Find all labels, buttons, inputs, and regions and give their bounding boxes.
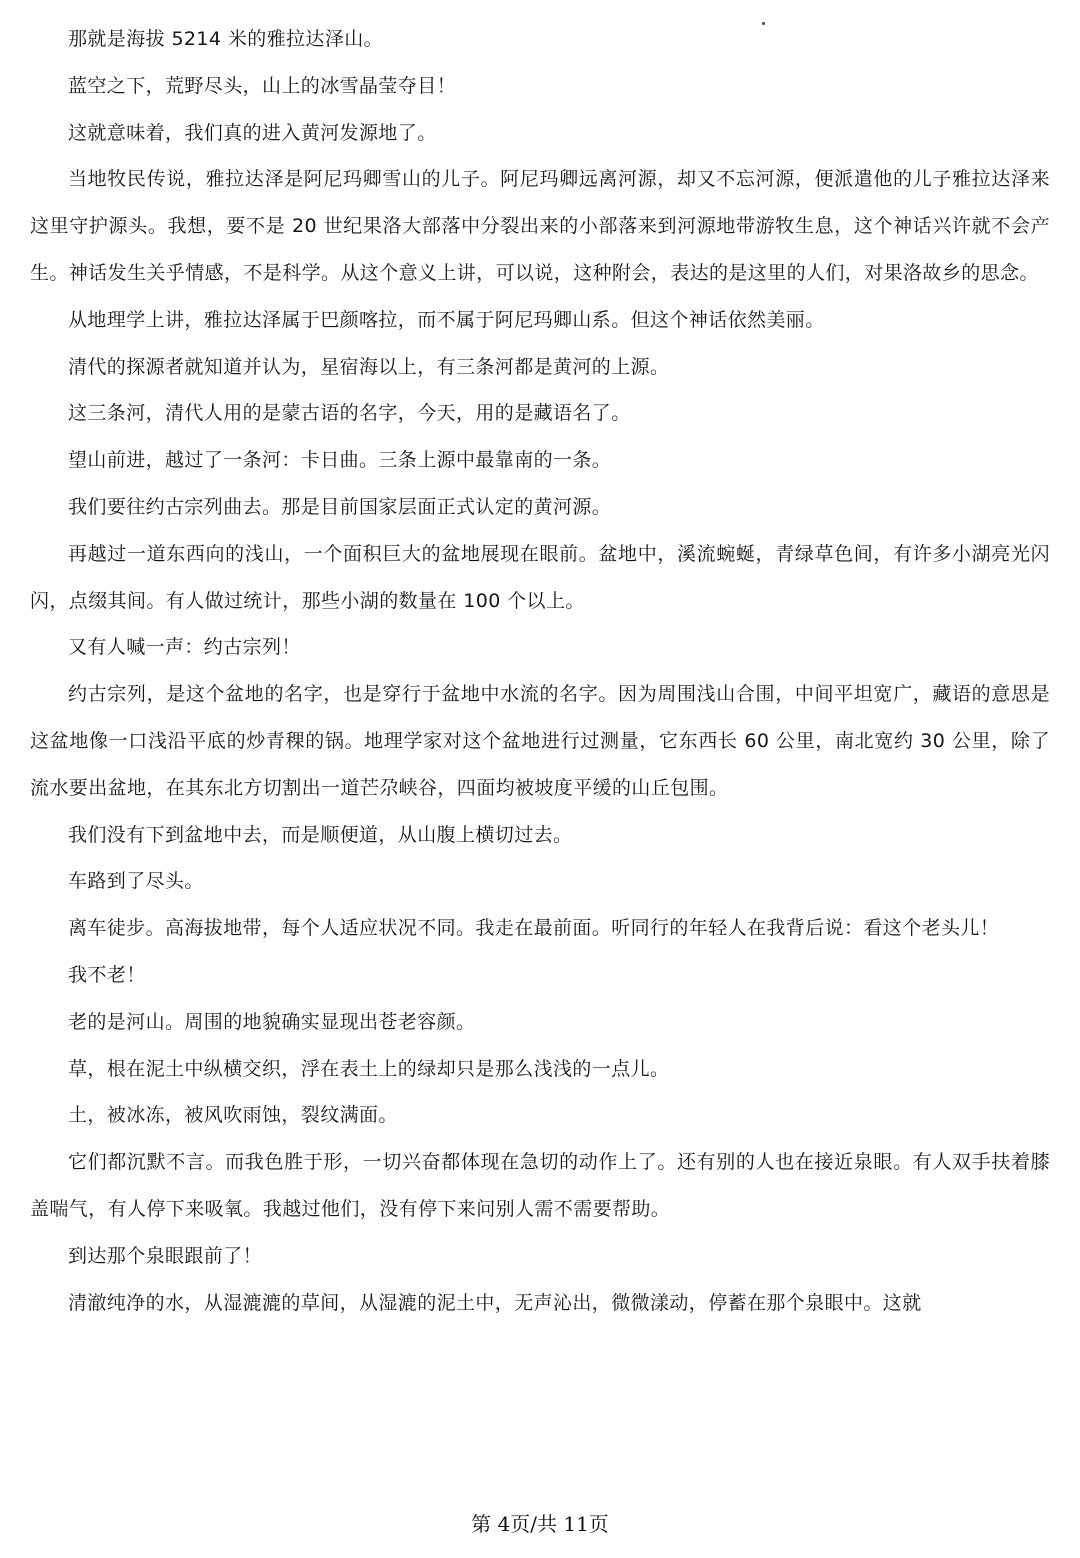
- paragraph-6: 清代的探源者就知道并认为，星宿海以上，有三条河都是黄河的上源。: [68, 355, 670, 378]
- paragraph-19: 土，被冰冻，被风吹雨蚀，裂纹满面。: [68, 1104, 398, 1127]
- paragraph-20: 它们都沉默不言。而我色胜于形，一切兴奋都体现在急切的动作上了。还有别的人也在接近泉眼。有人双手扶着膝盖喘气，有人停下来吸氧。我越过他们，没有停下来问别人需不需要帮助。: [30, 1151, 1050, 1220]
- paragraph-2: 蓝空之下，荒野尽头，山上的冰雪晶莹夺目！: [68, 74, 457, 97]
- page-number: 第 4页/共 11页: [471, 1512, 609, 1536]
- paragraph-12: 约古宗列，是这个盆地的名字，也是穿行于盆地中水流的名字。因为周围浅山合围，中间平坦宽广，藏语的意思是这盆地像一口浅沿平底的炒青稞的锅。地理学家对这个盆地进行过测量，它东西长 60 公里，南北宽约 30 公里，除了流水要出盆地，在其东北方切割出一道芒尕峡谷，四面均被坡度平缓的山丘包围。: [30, 683, 1050, 799]
- paragraph-9: 我们要往约古宗列曲去。那是目前国家层面正式认定的黄河源。: [68, 495, 612, 518]
- paragraph-3: 这就意味着，我们真的进入黄河发源地了。: [68, 121, 437, 144]
- paragraph-5: 从地理学上讲，雅拉达泽属于巴颜喀拉，而不属于阿尼玛卿山系。但这个神话依然美丽。: [68, 308, 825, 331]
- paragraph-18: 草，根在泥土中纵横交织，浮在表土上的绿却只是那么浅浅的一点儿。: [68, 1057, 670, 1080]
- document-body: [30, 16, 1050, 1326]
- paragraph-10: 再越过一道东西向的浅山，一个面积巨大的盆地展现在眼前。盆地中，溪流蜿蜒，青绿草色间，有许多小湖亮光闪闪，点缀其间。有人做过统计，那些小湖的数量在 100 个以上。: [30, 542, 1050, 612]
- paragraph-17: 老的是河山。周围的地貌确实显现出苍老容颜。: [68, 1010, 476, 1033]
- paragraph-15: 离车徒步。高海拔地带，每个人适应状况不同。我走在最前面。听同行的年轻人在我背后说：看这个老头儿！: [68, 917, 1000, 940]
- paragraph-7: 这三条河，清代人用的是蒙古语的名字，今天，用的是藏语名了。: [68, 402, 631, 425]
- paragraph-8: 望山前进，越过了一条河：卡日曲。三条上源中最靠南的一条。: [68, 449, 612, 472]
- paragraph-13: 我们没有下到盆地中去，而是顺便道，从山腹上横切过去。: [68, 823, 573, 846]
- paragraph-22: 清澈纯净的水，从湿漉漉的草间，从湿漉的泥土中，无声沁出，微微漾动，停蓄在那个泉眼中。这就: [68, 1291, 922, 1314]
- paragraph-14: 车路到了尽头。: [68, 870, 204, 893]
- paragraph-16: 我不老！: [68, 963, 146, 986]
- paragraph-1: 那就是海拔 5214 米的雅拉达泽山。: [68, 28, 384, 50]
- paragraph-11: 又有人喊一声：约古宗列！: [68, 636, 301, 659]
- scan-speck: [762, 22, 765, 25]
- paragraph-21: 到达那个泉眼跟前了！: [68, 1244, 263, 1267]
- paragraph-4: 当地牧民传说，雅拉达泽是阿尼玛卿雪山的儿子。阿尼玛卿远离河源，却又不忘河源，便派遣他的儿子雅拉达泽来这里守护源头。我想，要不是 20 世纪果洛大部落中分裂出来的小部落来到河源地带游牧生息，这个神话兴许就不会产生。神话发生关乎情感，不是科学。从这个意义上讲，可以说，这种附会，表达的是这里的人们，对果洛故乡的思念。: [30, 168, 1050, 284]
